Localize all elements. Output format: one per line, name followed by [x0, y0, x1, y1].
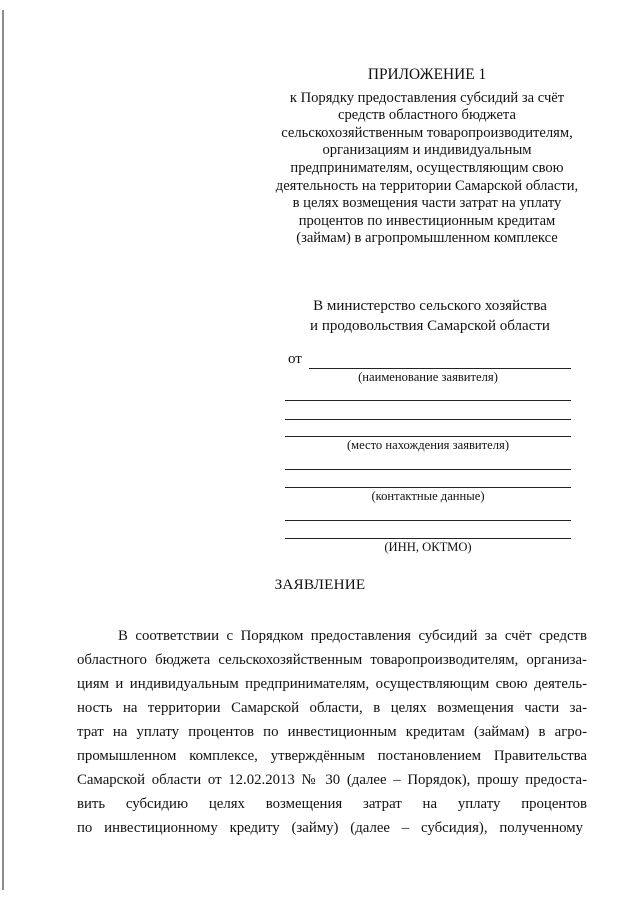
appendix-line: сельскохозяйственным товаропроизводителям, [281, 124, 573, 141]
applicant-name-line[interactable] [309, 368, 571, 369]
contacts-line[interactable] [285, 469, 571, 470]
body-line: по инвестиционному кредиту (займу) (далее – субсидия), полученному [77, 820, 583, 836]
addressee-block [290, 297, 570, 336]
appendix-line: в целях возмещения части затрат на уплату [292, 195, 562, 212]
body-line: В соответствии с Порядком предоставления субсидий за счёт средств [118, 628, 587, 644]
ids-caption: (ИНН, ОКТМО) [384, 540, 472, 554]
body-line: промышленном комплексе, утверждённым постановлением Правительства [77, 748, 587, 764]
appendix-line: процентов по инвестиционным кредитам [298, 212, 556, 229]
body-line: областного бюджета сельскохозяйственным товаропроизводителям, организа- [77, 652, 587, 668]
appendix-line: (займам) в агропромышленном комплексе [296, 230, 558, 247]
location-line[interactable] [285, 436, 571, 437]
body-line: вить субсидию целях возмещения затрат на уплату процентов [77, 796, 587, 812]
body-line: ность на территории Самарской области, в целях возмещения части за- [77, 700, 587, 716]
appendix-line: средств областного бюджета [338, 107, 516, 124]
document-title: ЗАЯВЛЕНИЕ [274, 576, 366, 593]
location-caption: (место нахождения заявителя) [346, 438, 510, 452]
addressee-line: и продовольствия Самарской области [310, 317, 550, 334]
contacts-line[interactable] [285, 487, 571, 488]
scan-edge [2, 10, 4, 890]
contacts-caption: (контактные данные) [371, 489, 485, 503]
applicant-name-caption: (наименование заявителя) [358, 370, 498, 384]
location-line[interactable] [285, 419, 571, 420]
appendix-line: организациям и индивидуальным [322, 142, 532, 159]
body-line: Самарской области от 12.02.2013 № 30 (далее – Порядок), прошу предоста- [77, 772, 587, 788]
appendix-block [262, 66, 592, 248]
body-line: циям и индивидуальным предпринимателям, осуществляющим свою деятель- [77, 676, 587, 692]
appendix-heading: ПРИЛОЖЕНИЕ 1 [367, 66, 487, 83]
ids-line[interactable] [285, 538, 571, 539]
applicant-extra-line[interactable] [285, 400, 571, 401]
ids-line[interactable] [285, 520, 571, 521]
addressee-line: В министерство сельского хозяйства [313, 298, 547, 314]
appendix-line: деятельность на территории Самарской области, [275, 177, 579, 194]
body-line: трат на уплату процентов по инвестиционным кредитам (займам) в агро- [77, 724, 587, 740]
appendix-line: предпринимателям, осуществляющим свою [290, 159, 564, 176]
from-label: от [288, 351, 302, 367]
appendix-line: к Порядку предоставления субсидий за счёт [289, 89, 565, 106]
